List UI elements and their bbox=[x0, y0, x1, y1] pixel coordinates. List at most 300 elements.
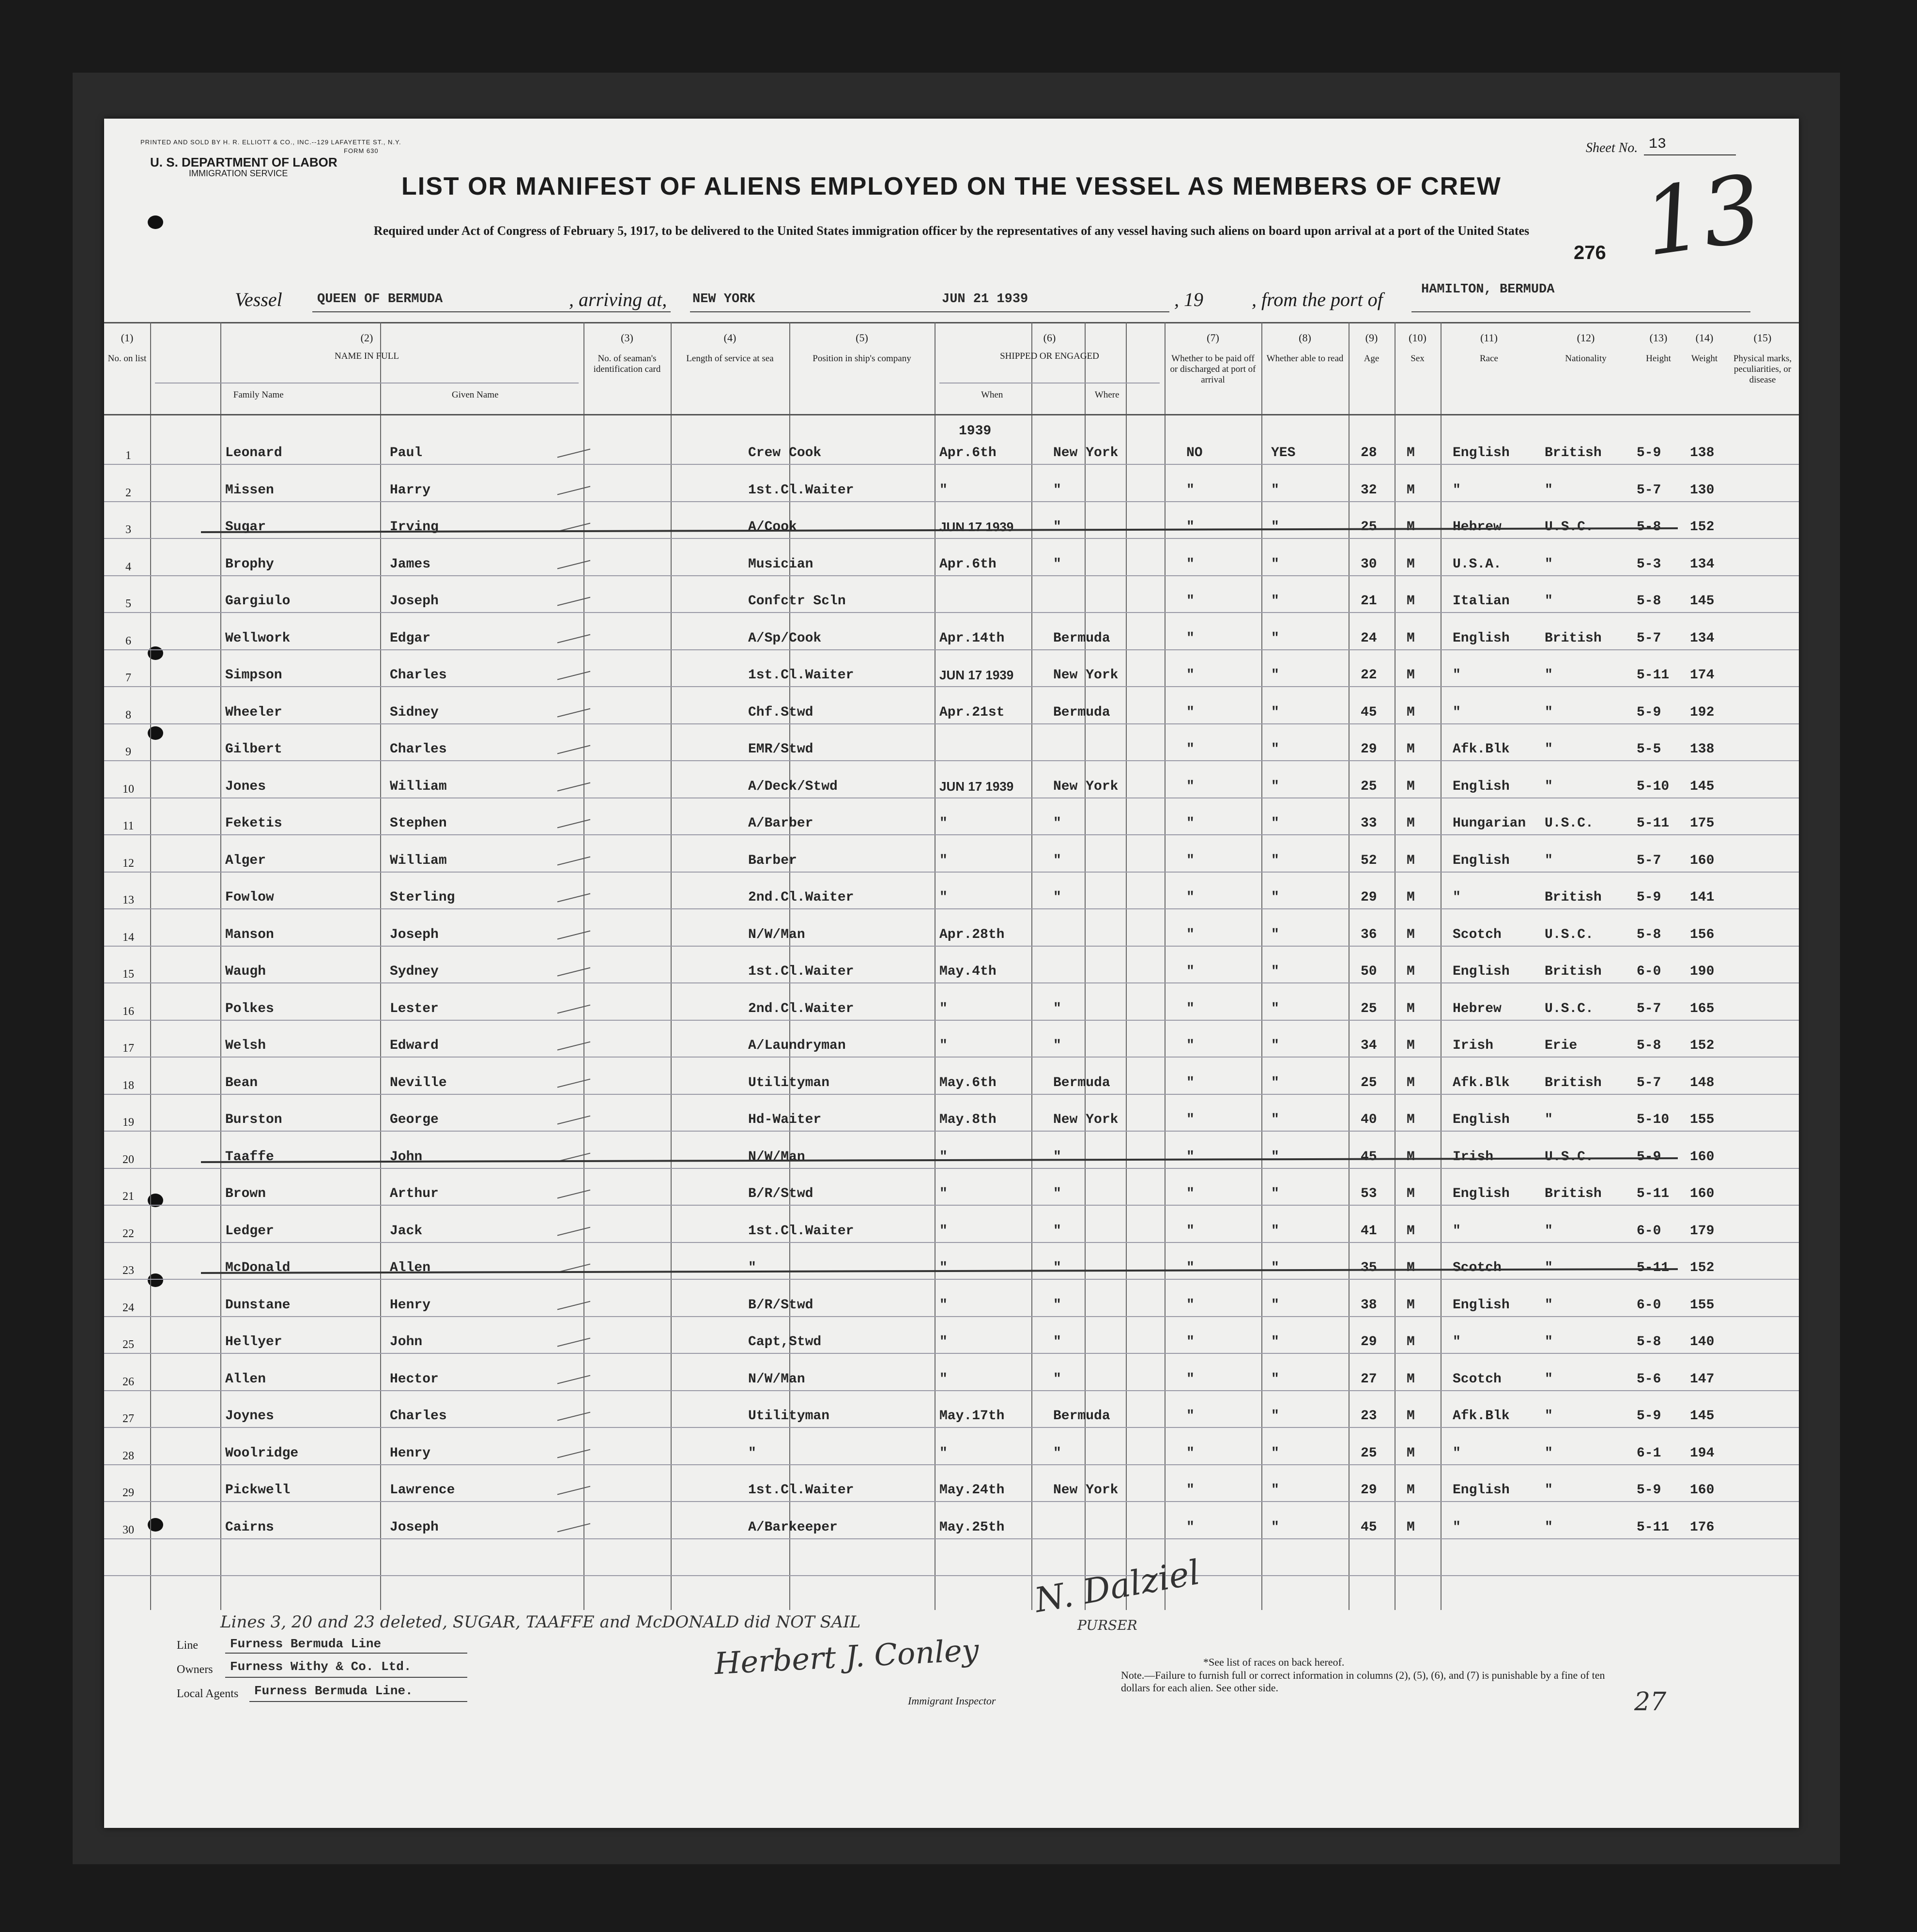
paid-off: " bbox=[1186, 1334, 1195, 1349]
height: 6-0 bbox=[1637, 1297, 1661, 1313]
family-name: Wheeler bbox=[225, 705, 282, 720]
shipped-where: " bbox=[1053, 1001, 1061, 1016]
family-name: Gilbert bbox=[225, 742, 282, 757]
shipped-when: May.6th bbox=[939, 1075, 997, 1090]
vessel-name: QUEEN OF BERMUDA bbox=[317, 292, 443, 307]
nationality: U.S.C. bbox=[1545, 1001, 1594, 1016]
column-header: Whether to be paid off or discharged at port of arrival bbox=[1170, 353, 1256, 385]
able-to-read: " bbox=[1271, 1075, 1279, 1090]
height: 5-7 bbox=[1637, 630, 1661, 646]
inspector-signature: Herbert J. Conley bbox=[713, 1632, 980, 1682]
able-to-read: " bbox=[1271, 1260, 1279, 1275]
row-number: 15 bbox=[123, 968, 134, 981]
shipped-when: " bbox=[939, 853, 948, 868]
inspector-label: Immigrant Inspector bbox=[908, 1695, 996, 1707]
column-divider bbox=[380, 322, 381, 1610]
column-divider bbox=[671, 322, 672, 1610]
sex: M bbox=[1407, 705, 1415, 720]
height: 5-7 bbox=[1637, 1001, 1661, 1016]
able-to-read: " bbox=[1271, 1371, 1279, 1387]
shipped-when: JUN 17 1939 bbox=[939, 520, 1014, 534]
row-number: 20 bbox=[123, 1153, 134, 1166]
column-header: Age bbox=[1364, 353, 1380, 364]
position: A/Barber bbox=[748, 816, 813, 831]
age: 23 bbox=[1361, 1409, 1377, 1424]
weight: 134 bbox=[1690, 556, 1715, 572]
column-header: Physical marks, peculiarities, or disease bbox=[1733, 353, 1792, 385]
from-port: HAMILTON, BERMUDA bbox=[1421, 282, 1555, 297]
column-number: (15) bbox=[1753, 332, 1772, 344]
position: A/Sp/Cook bbox=[748, 630, 822, 646]
column-header: Weight bbox=[1691, 353, 1718, 364]
paid-off: " bbox=[1186, 1075, 1195, 1090]
age: 29 bbox=[1361, 1334, 1377, 1349]
given-name: Irving bbox=[390, 520, 439, 535]
sex: M bbox=[1407, 482, 1415, 498]
handwritten-sheet-number: 13 bbox=[1637, 154, 1768, 277]
weight: 145 bbox=[1690, 1409, 1715, 1424]
nationality: U.S.C. bbox=[1545, 520, 1594, 535]
age: 25 bbox=[1361, 779, 1377, 794]
nationality: British bbox=[1545, 964, 1602, 979]
race: Hebrew bbox=[1453, 1001, 1502, 1016]
row-number: 19 bbox=[123, 1116, 134, 1129]
id-card-tick-mark bbox=[557, 1004, 590, 1013]
nationality: U.S.C. bbox=[1545, 1149, 1594, 1165]
given-name: Hector bbox=[390, 1371, 439, 1387]
able-to-read: " bbox=[1271, 1223, 1279, 1239]
row-number: 17 bbox=[123, 1042, 134, 1055]
column-header: Race bbox=[1480, 353, 1498, 364]
paid-off: " bbox=[1186, 816, 1195, 831]
family-name: Bean bbox=[225, 1075, 258, 1090]
sex: M bbox=[1407, 890, 1415, 905]
column-header: SHIPPED OR ENGAGED bbox=[1000, 351, 1099, 361]
race: Irish bbox=[1453, 1038, 1494, 1053]
row-number: 14 bbox=[123, 931, 134, 944]
age: 22 bbox=[1361, 668, 1377, 683]
height: 5-9 bbox=[1637, 1149, 1661, 1165]
age: 32 bbox=[1361, 482, 1377, 498]
weight: 145 bbox=[1690, 779, 1715, 794]
row-number: 1 bbox=[125, 449, 131, 462]
id-card-tick-mark bbox=[557, 634, 590, 643]
position: N/W/Man bbox=[748, 1371, 805, 1387]
shipped-when: " bbox=[939, 1223, 948, 1239]
penalty-note: Note.—Failure to furnish full or correct information in columns (2), (5), (6), and (7) is punishable by a fine of ten dollars for each alien. See other side. bbox=[1121, 1669, 1605, 1694]
paid-off: " bbox=[1186, 927, 1195, 942]
page-title: LIST OR MANIFEST OF ALIENS EMPLOYED ON THE VESSEL AS MEMBERS OF CREW bbox=[401, 172, 1502, 200]
nationality: " bbox=[1545, 1445, 1553, 1461]
sex: M bbox=[1407, 1001, 1415, 1016]
given-name: John bbox=[390, 1334, 423, 1349]
column-divider bbox=[1349, 322, 1350, 1610]
age: 40 bbox=[1361, 1112, 1377, 1127]
nationality: " bbox=[1545, 742, 1553, 757]
weight: 147 bbox=[1690, 1371, 1715, 1387]
id-card-tick-mark bbox=[557, 1301, 590, 1310]
height: 5-3 bbox=[1637, 556, 1661, 572]
printer-imprint: PRINTED AND SOLD BY H. R. ELLIOTT & CO., INC.--129 LAFAYETTE ST., N.Y. FORM 630 bbox=[140, 138, 401, 154]
column-number: (14) bbox=[1695, 332, 1714, 344]
race: U.S.A. bbox=[1453, 556, 1502, 572]
race: English bbox=[1453, 1483, 1510, 1498]
id-card-tick-mark bbox=[557, 1190, 590, 1199]
given-name: Joseph bbox=[390, 927, 439, 942]
race: " bbox=[1453, 1445, 1461, 1461]
column-number: (3) bbox=[621, 332, 633, 344]
weight: 175 bbox=[1690, 816, 1715, 831]
weight: 141 bbox=[1690, 890, 1715, 905]
given-name: Edgar bbox=[390, 630, 431, 646]
year-note: 1939 bbox=[959, 424, 992, 439]
column-number: (6) bbox=[1043, 332, 1056, 344]
shipped-when: " bbox=[939, 1445, 948, 1461]
sex: M bbox=[1407, 1149, 1415, 1165]
service-name: IMMIGRATION SERVICE bbox=[189, 169, 288, 178]
family-name: Joynes bbox=[225, 1409, 274, 1424]
nationality: " bbox=[1545, 779, 1553, 794]
shipped-where: Bermuda bbox=[1053, 630, 1110, 646]
sex: M bbox=[1407, 520, 1415, 535]
id-card-tick-mark bbox=[557, 1116, 590, 1125]
race: English bbox=[1453, 964, 1510, 979]
race: English bbox=[1453, 445, 1510, 460]
given-name: Allen bbox=[390, 1260, 431, 1275]
shipped-when: " bbox=[939, 1297, 948, 1313]
family-name: Woolridge bbox=[225, 1445, 299, 1461]
able-to-read: " bbox=[1271, 1334, 1279, 1349]
position: A/Barkeeper bbox=[748, 1519, 838, 1535]
weight: 140 bbox=[1690, 1334, 1715, 1349]
height: 5-11 bbox=[1637, 1260, 1670, 1275]
sheet-number: 13 bbox=[1649, 136, 1667, 153]
family-name: Dunstane bbox=[225, 1297, 291, 1313]
race: " bbox=[1453, 1334, 1461, 1349]
shipped-when: Apr.6th bbox=[939, 445, 997, 460]
weight: 192 bbox=[1690, 705, 1715, 720]
position: B/R/Stwd bbox=[748, 1297, 813, 1313]
column-number: (7) bbox=[1207, 332, 1219, 344]
vessel-label: Vessel bbox=[235, 289, 282, 310]
able-to-read: " bbox=[1271, 1001, 1279, 1016]
position: 1st.Cl.Waiter bbox=[748, 1483, 854, 1498]
row-number: 2 bbox=[125, 486, 131, 499]
sex: M bbox=[1407, 1223, 1415, 1239]
column-divider bbox=[1441, 322, 1442, 1610]
sex: M bbox=[1407, 594, 1415, 609]
year-label: , 19 bbox=[1174, 289, 1203, 310]
row-number: 12 bbox=[123, 857, 134, 870]
given-name: Stephen bbox=[390, 816, 447, 831]
position: B/R/Stwd bbox=[748, 1186, 813, 1201]
family-name: McDonald bbox=[225, 1260, 291, 1275]
position: Musician bbox=[748, 556, 813, 572]
given-name: Sterling bbox=[390, 890, 455, 905]
sex: M bbox=[1407, 1483, 1415, 1498]
row-number: 22 bbox=[123, 1227, 134, 1240]
race: English bbox=[1453, 853, 1510, 868]
id-card-tick-mark bbox=[557, 1042, 590, 1051]
column-divider bbox=[583, 322, 584, 1610]
row-number: 21 bbox=[123, 1190, 134, 1203]
age: 45 bbox=[1361, 705, 1377, 720]
race: Hungarian bbox=[1453, 816, 1526, 831]
height: 5-10 bbox=[1637, 1112, 1670, 1127]
shipped-where: " bbox=[1053, 1223, 1061, 1239]
height: 5-8 bbox=[1637, 520, 1661, 535]
shipped-where: Bermuda bbox=[1053, 1075, 1110, 1090]
paid-off: " bbox=[1186, 1038, 1195, 1053]
arriving-label: , arriving at, bbox=[569, 289, 667, 310]
position: " bbox=[748, 1445, 756, 1461]
age: 25 bbox=[1361, 1001, 1377, 1016]
given-name: Joseph bbox=[390, 594, 439, 609]
age: 27 bbox=[1361, 1371, 1377, 1387]
weight: 160 bbox=[1690, 1186, 1715, 1201]
race: Afk.Blk bbox=[1453, 742, 1510, 757]
race: Hebrew bbox=[1453, 520, 1502, 535]
weight: 190 bbox=[1690, 964, 1715, 979]
shipped-when: " bbox=[939, 816, 948, 831]
height: 5-8 bbox=[1637, 927, 1661, 942]
able-to-read: " bbox=[1271, 1149, 1279, 1165]
row-number: 25 bbox=[123, 1338, 134, 1351]
given-name: William bbox=[390, 779, 447, 794]
agents-label: Local Agents bbox=[177, 1687, 239, 1700]
weight: 152 bbox=[1690, 520, 1715, 535]
nationality: " bbox=[1545, 705, 1553, 720]
family-name: Cairns bbox=[225, 1519, 274, 1535]
height: 6-1 bbox=[1637, 1445, 1661, 1461]
height: 5-6 bbox=[1637, 1371, 1661, 1387]
column-number: (9) bbox=[1365, 332, 1378, 344]
sex: M bbox=[1407, 1186, 1415, 1201]
weight: 165 bbox=[1690, 1001, 1715, 1016]
family-name: Waugh bbox=[225, 964, 266, 979]
column-subheader: When bbox=[981, 390, 1003, 400]
column-number: (2) bbox=[360, 332, 373, 344]
race: " bbox=[1453, 1519, 1461, 1535]
height: 5-8 bbox=[1637, 594, 1661, 609]
able-to-read: " bbox=[1271, 816, 1279, 831]
paid-off: " bbox=[1186, 1001, 1195, 1016]
paid-off: " bbox=[1186, 742, 1195, 757]
family-name: Burston bbox=[225, 1112, 282, 1127]
shipped-where: New York bbox=[1053, 1483, 1119, 1498]
race: " bbox=[1453, 890, 1461, 905]
races-note: *See list of races on back hereof. bbox=[1203, 1656, 1345, 1668]
id-card-tick-mark bbox=[557, 671, 590, 680]
able-to-read: " bbox=[1271, 742, 1279, 757]
crew-manifest-table bbox=[104, 322, 1799, 1610]
row-number: 23 bbox=[123, 1264, 134, 1277]
id-card-tick-mark bbox=[557, 1523, 590, 1532]
shipped-when: " bbox=[939, 1149, 948, 1165]
height: 5-7 bbox=[1637, 1075, 1661, 1090]
family-name: Jones bbox=[225, 779, 266, 794]
weight: 174 bbox=[1690, 668, 1715, 683]
height: 5-5 bbox=[1637, 742, 1661, 757]
column-header: Whether able to read bbox=[1266, 353, 1344, 364]
shipped-where: New York bbox=[1053, 445, 1119, 460]
age: 45 bbox=[1361, 1149, 1377, 1165]
family-name: Sugar bbox=[225, 520, 266, 535]
arriving-port: NEW YORK bbox=[692, 292, 755, 307]
given-name: James bbox=[390, 556, 431, 572]
paid-off: " bbox=[1186, 1371, 1195, 1387]
corner-number: 27 bbox=[1634, 1687, 1667, 1717]
family-name: Leonard bbox=[225, 445, 282, 460]
given-name: Edward bbox=[390, 1038, 439, 1053]
sex: M bbox=[1407, 556, 1415, 572]
row-number: 6 bbox=[125, 634, 131, 647]
id-card-tick-mark bbox=[557, 449, 590, 458]
family-name: Ledger bbox=[225, 1223, 274, 1239]
weight: 155 bbox=[1690, 1297, 1715, 1313]
nationality: " bbox=[1545, 1112, 1553, 1127]
position: Barber bbox=[748, 853, 797, 868]
shipped-where: " bbox=[1053, 1186, 1061, 1201]
column-header: Nationality bbox=[1565, 353, 1607, 364]
weight: 179 bbox=[1690, 1223, 1715, 1239]
nationality: British bbox=[1545, 1075, 1602, 1090]
given-name: Joseph bbox=[390, 1519, 439, 1535]
nationality: " bbox=[1545, 1223, 1553, 1239]
height: 5-8 bbox=[1637, 1038, 1661, 1053]
able-to-read: " bbox=[1271, 668, 1279, 683]
able-to-read: YES bbox=[1271, 445, 1296, 460]
row-number: 8 bbox=[125, 708, 131, 721]
weight: 176 bbox=[1690, 1519, 1715, 1535]
shipped-where: " bbox=[1053, 1038, 1061, 1053]
weight: 160 bbox=[1690, 1483, 1715, 1498]
able-to-read: " bbox=[1271, 1519, 1279, 1535]
shipped-when: Apr.28th bbox=[939, 927, 1005, 942]
weight: 160 bbox=[1690, 853, 1715, 868]
age: 21 bbox=[1361, 594, 1377, 609]
shipped-where: " bbox=[1053, 890, 1061, 905]
age: 24 bbox=[1361, 630, 1377, 646]
column-number: (4) bbox=[723, 332, 736, 344]
age: 30 bbox=[1361, 556, 1377, 572]
nationality: " bbox=[1545, 1519, 1553, 1535]
able-to-read: " bbox=[1271, 520, 1279, 535]
id-card-tick-mark bbox=[557, 967, 590, 977]
nationality: " bbox=[1545, 1297, 1553, 1313]
position: 2nd.Cl.Waiter bbox=[748, 1001, 854, 1016]
department-name: U. S. DEPARTMENT OF LABOR bbox=[150, 155, 337, 169]
column-number: (1) bbox=[121, 332, 134, 344]
position: Confctr Scln bbox=[748, 594, 846, 609]
race: English bbox=[1453, 1186, 1510, 1201]
column-number: (11) bbox=[1480, 332, 1498, 344]
able-to-read: " bbox=[1271, 482, 1279, 498]
able-to-read: " bbox=[1271, 705, 1279, 720]
id-card-tick-mark bbox=[557, 1486, 590, 1495]
family-name: Simpson bbox=[225, 668, 282, 683]
column-number: (8) bbox=[1299, 332, 1311, 344]
agents-value: Furness Bermuda Line. bbox=[254, 1684, 413, 1698]
sex: M bbox=[1407, 1519, 1415, 1535]
age: 29 bbox=[1361, 1483, 1377, 1498]
nationality: " bbox=[1545, 1409, 1553, 1424]
id-card-tick-mark bbox=[557, 930, 590, 939]
column-divider bbox=[1395, 322, 1396, 1610]
given-name: Harry bbox=[390, 482, 431, 498]
race: " bbox=[1453, 668, 1461, 683]
race: Afk.Blk bbox=[1453, 1409, 1510, 1424]
nationality: " bbox=[1545, 668, 1553, 683]
position: Utilityman bbox=[748, 1409, 830, 1424]
height: 5-9 bbox=[1637, 1483, 1661, 1498]
shipped-where: " bbox=[1053, 853, 1061, 868]
able-to-read: " bbox=[1271, 853, 1279, 868]
able-to-read: " bbox=[1271, 1186, 1279, 1201]
able-to-read: " bbox=[1271, 1297, 1279, 1313]
weight: 152 bbox=[1690, 1038, 1715, 1053]
position: A/Deck/Stwd bbox=[748, 779, 838, 794]
id-card-tick-mark bbox=[557, 819, 590, 828]
paid-off: " bbox=[1186, 520, 1195, 535]
column-number: (10) bbox=[1409, 332, 1426, 344]
race: Scotch bbox=[1453, 1260, 1502, 1275]
age: 50 bbox=[1361, 964, 1377, 979]
position: 1st.Cl.Waiter bbox=[748, 668, 854, 683]
id-card-tick-mark bbox=[557, 1412, 590, 1421]
id-card-tick-mark bbox=[557, 597, 590, 606]
sex: M bbox=[1407, 1038, 1415, 1053]
column-number: (5) bbox=[856, 332, 868, 344]
sex: M bbox=[1407, 445, 1415, 460]
paid-off: " bbox=[1186, 1260, 1195, 1275]
purser-signature: N. Dalziel bbox=[1031, 1552, 1203, 1621]
shipped-when: " bbox=[939, 890, 948, 905]
race: English bbox=[1453, 630, 1510, 646]
given-name: Charles bbox=[390, 668, 447, 683]
nationality: British bbox=[1545, 890, 1602, 905]
weight: 156 bbox=[1690, 927, 1715, 942]
row-number: 28 bbox=[123, 1449, 134, 1462]
family-name: Manson bbox=[225, 927, 274, 942]
sex: M bbox=[1407, 1297, 1415, 1313]
paid-off: " bbox=[1186, 1483, 1195, 1498]
age: 34 bbox=[1361, 1038, 1377, 1053]
id-card-tick-mark bbox=[557, 893, 590, 903]
line-value: Furness Bermuda Line bbox=[230, 1637, 382, 1651]
position: Utilityman bbox=[748, 1075, 830, 1090]
given-name: Sydney bbox=[390, 964, 439, 979]
sex: M bbox=[1407, 630, 1415, 646]
sex: M bbox=[1407, 927, 1415, 942]
able-to-read: " bbox=[1271, 630, 1279, 646]
given-name: Sidney bbox=[390, 705, 439, 720]
age: 29 bbox=[1361, 742, 1377, 757]
able-to-read: " bbox=[1271, 594, 1279, 609]
shipped-where: " bbox=[1053, 816, 1061, 831]
shipped-where: " bbox=[1053, 482, 1061, 498]
weight: 194 bbox=[1690, 1445, 1715, 1461]
id-card-tick-mark bbox=[557, 1227, 590, 1236]
family-name: Welsh bbox=[225, 1038, 266, 1053]
row-number: 4 bbox=[125, 560, 131, 573]
id-card-tick-mark bbox=[557, 1338, 590, 1347]
nationality: " bbox=[1545, 556, 1553, 572]
family-name: Polkes bbox=[225, 1001, 274, 1016]
id-card-tick-mark bbox=[557, 1078, 590, 1088]
column-subheader: Given Name bbox=[451, 390, 499, 400]
position: 1st.Cl.Waiter bbox=[748, 964, 854, 979]
